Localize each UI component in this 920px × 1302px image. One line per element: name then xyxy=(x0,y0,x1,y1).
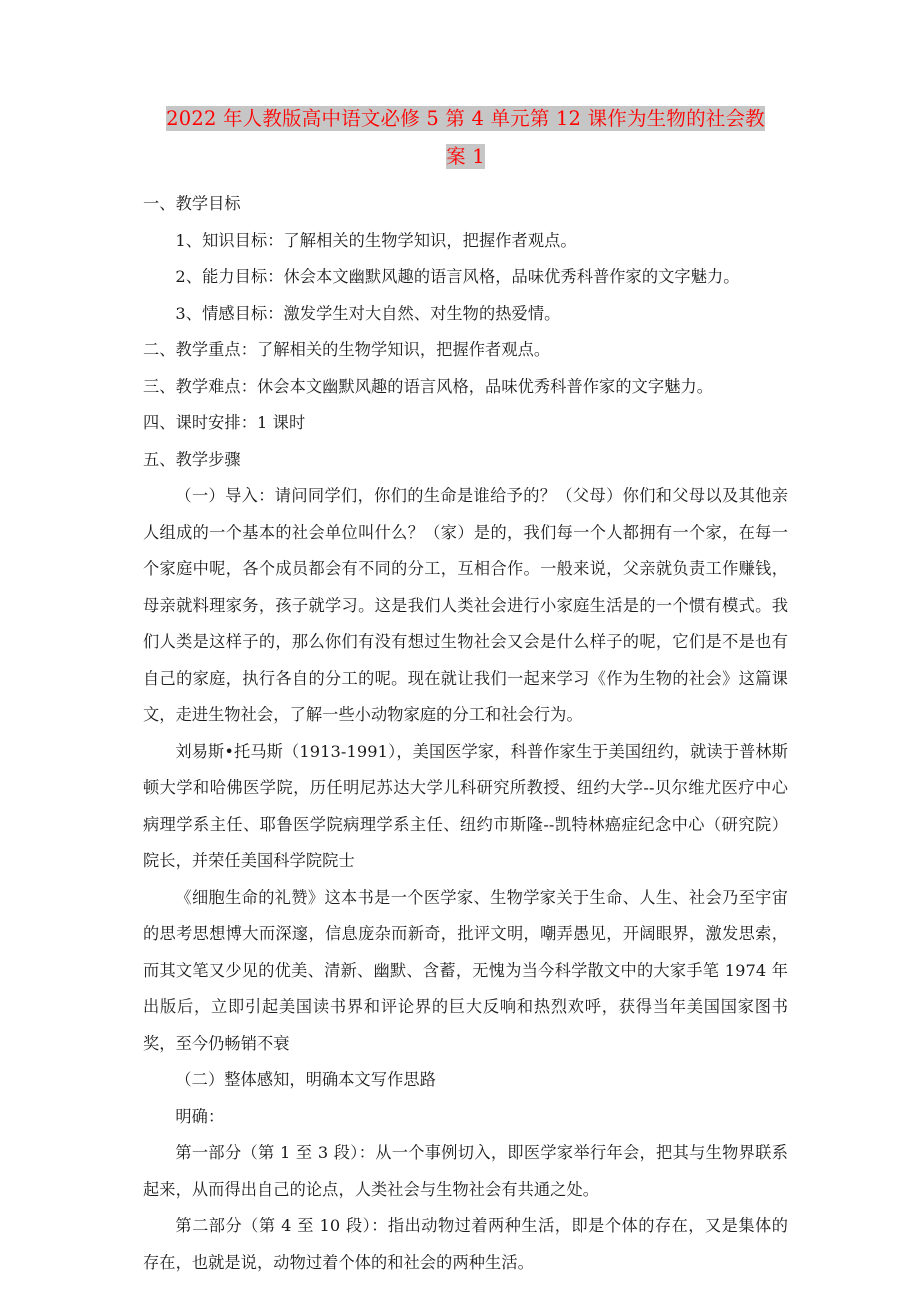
section-key-points: 二、教学重点：了解相关的生物学知识，把握作者观点。 xyxy=(143,340,551,359)
section-class-hours: 四、课时安排：1 课时 xyxy=(143,413,306,432)
section-difficult-points: 三、教学难点：休会本文幽默风趣的语言风格，品味优秀科普作家的文字魅力。 xyxy=(143,376,714,396)
objective-item-3: 3、情感目标：激发学生对大自然、对生物的热爱情。 xyxy=(175,303,561,323)
page-title-line-1: 2022 年人教版高中语文必修 5 第 4 单元第 12 课作为生物的社会教 xyxy=(166,107,765,130)
paragraph-book-intro: 《细胞生命的礼赞》这本书是一个医学家、生物学家关于生命、人生、社会乃至宇宙的思考思想博大而深邃，信息庞杂而新奇，批评文明，嘲弄愚见，开阔眼界，激发思索，而其文笔又少见的优美、清新、幽默、含蓄，无愧为当今科学散文中的大家手笔 1974 年出版后，立即引起美国读书界和评论界的巨大反响和热烈欢呼，获得当年美国国家图书奖，至今仍畅销不衰 xyxy=(143,887,788,1053)
objective-item-1: 1、知识目标：了解相关的生物学知识，把握作者观点。 xyxy=(175,230,577,250)
paragraph-intro: （一）导入：请问同学们，你们的生命是谁给予的？（父母）你们和父母以及其他亲人组成的一个基本的社会单位叫什么？（家）是的，我们每一个人都拥有一个家，在每一个家庭中呢，各个成员都会有不同的分工，互相合作。一般来说，父亲就负责工作赚钱，母亲就料理家务，孩子就学习。这是我们人类社会进行小家庭生活是的一个惯有模式。我们人类是这样子的，那么你们有没有想过生物社会又会是什么样子的呢，它们是不是也有自己的家庭，执行各自的分工的呢。现在就让我们一起来学习《作为生物的社会》这篇课文，走进生物社会，了解一些小动物家庭的分工和社会行为。 xyxy=(143,486,788,724)
section-objectives-heading: 一、教学目标 xyxy=(143,194,241,213)
label-clarify: 明确： xyxy=(175,1106,225,1126)
page-title xyxy=(143,100,788,176)
page-title-line-2: 案 1 xyxy=(446,145,485,168)
document-content xyxy=(143,100,788,1281)
paragraph-part-two: 第二部分（第 4 至 10 段）：指出动物过着两种生活，即是个体的存在，又是集体的存在，也就是说，动物过着个体的和社会的两种生活。 xyxy=(143,1216,788,1272)
paragraph-author-bio: 刘易斯•托马斯（1913-1991），美国医学家，科普作家生于美国纽约，就读于普林斯顿大学和哈佛医学院，历任明尼苏达大学儿科研究所教授、纽约大学--贝尔维尤医疗中心病理学系主任、耶鲁医学院病理学系主任、纽约市斯隆--凯特林癌症纪念中心（研究院）院长，并荣任美国科学院院士 xyxy=(143,741,788,870)
objective-item-2: 2、能力目标：休会本文幽默风趣的语言风格，品味优秀科普作家的文字魅力。 xyxy=(175,267,740,286)
paragraph-part-one: 第一部分（第 1 至 3 段）：从一个事例切入，即医学家举行年会，把其与生物界联系起来，从而得出自己的论点，人类社会与生物社会有共通之处。 xyxy=(143,1143,788,1199)
section-overall-heading: （二）整体感知，明确本文写作思路 xyxy=(175,1070,436,1089)
section-steps-heading: 五、教学步骤 xyxy=(143,449,241,469)
